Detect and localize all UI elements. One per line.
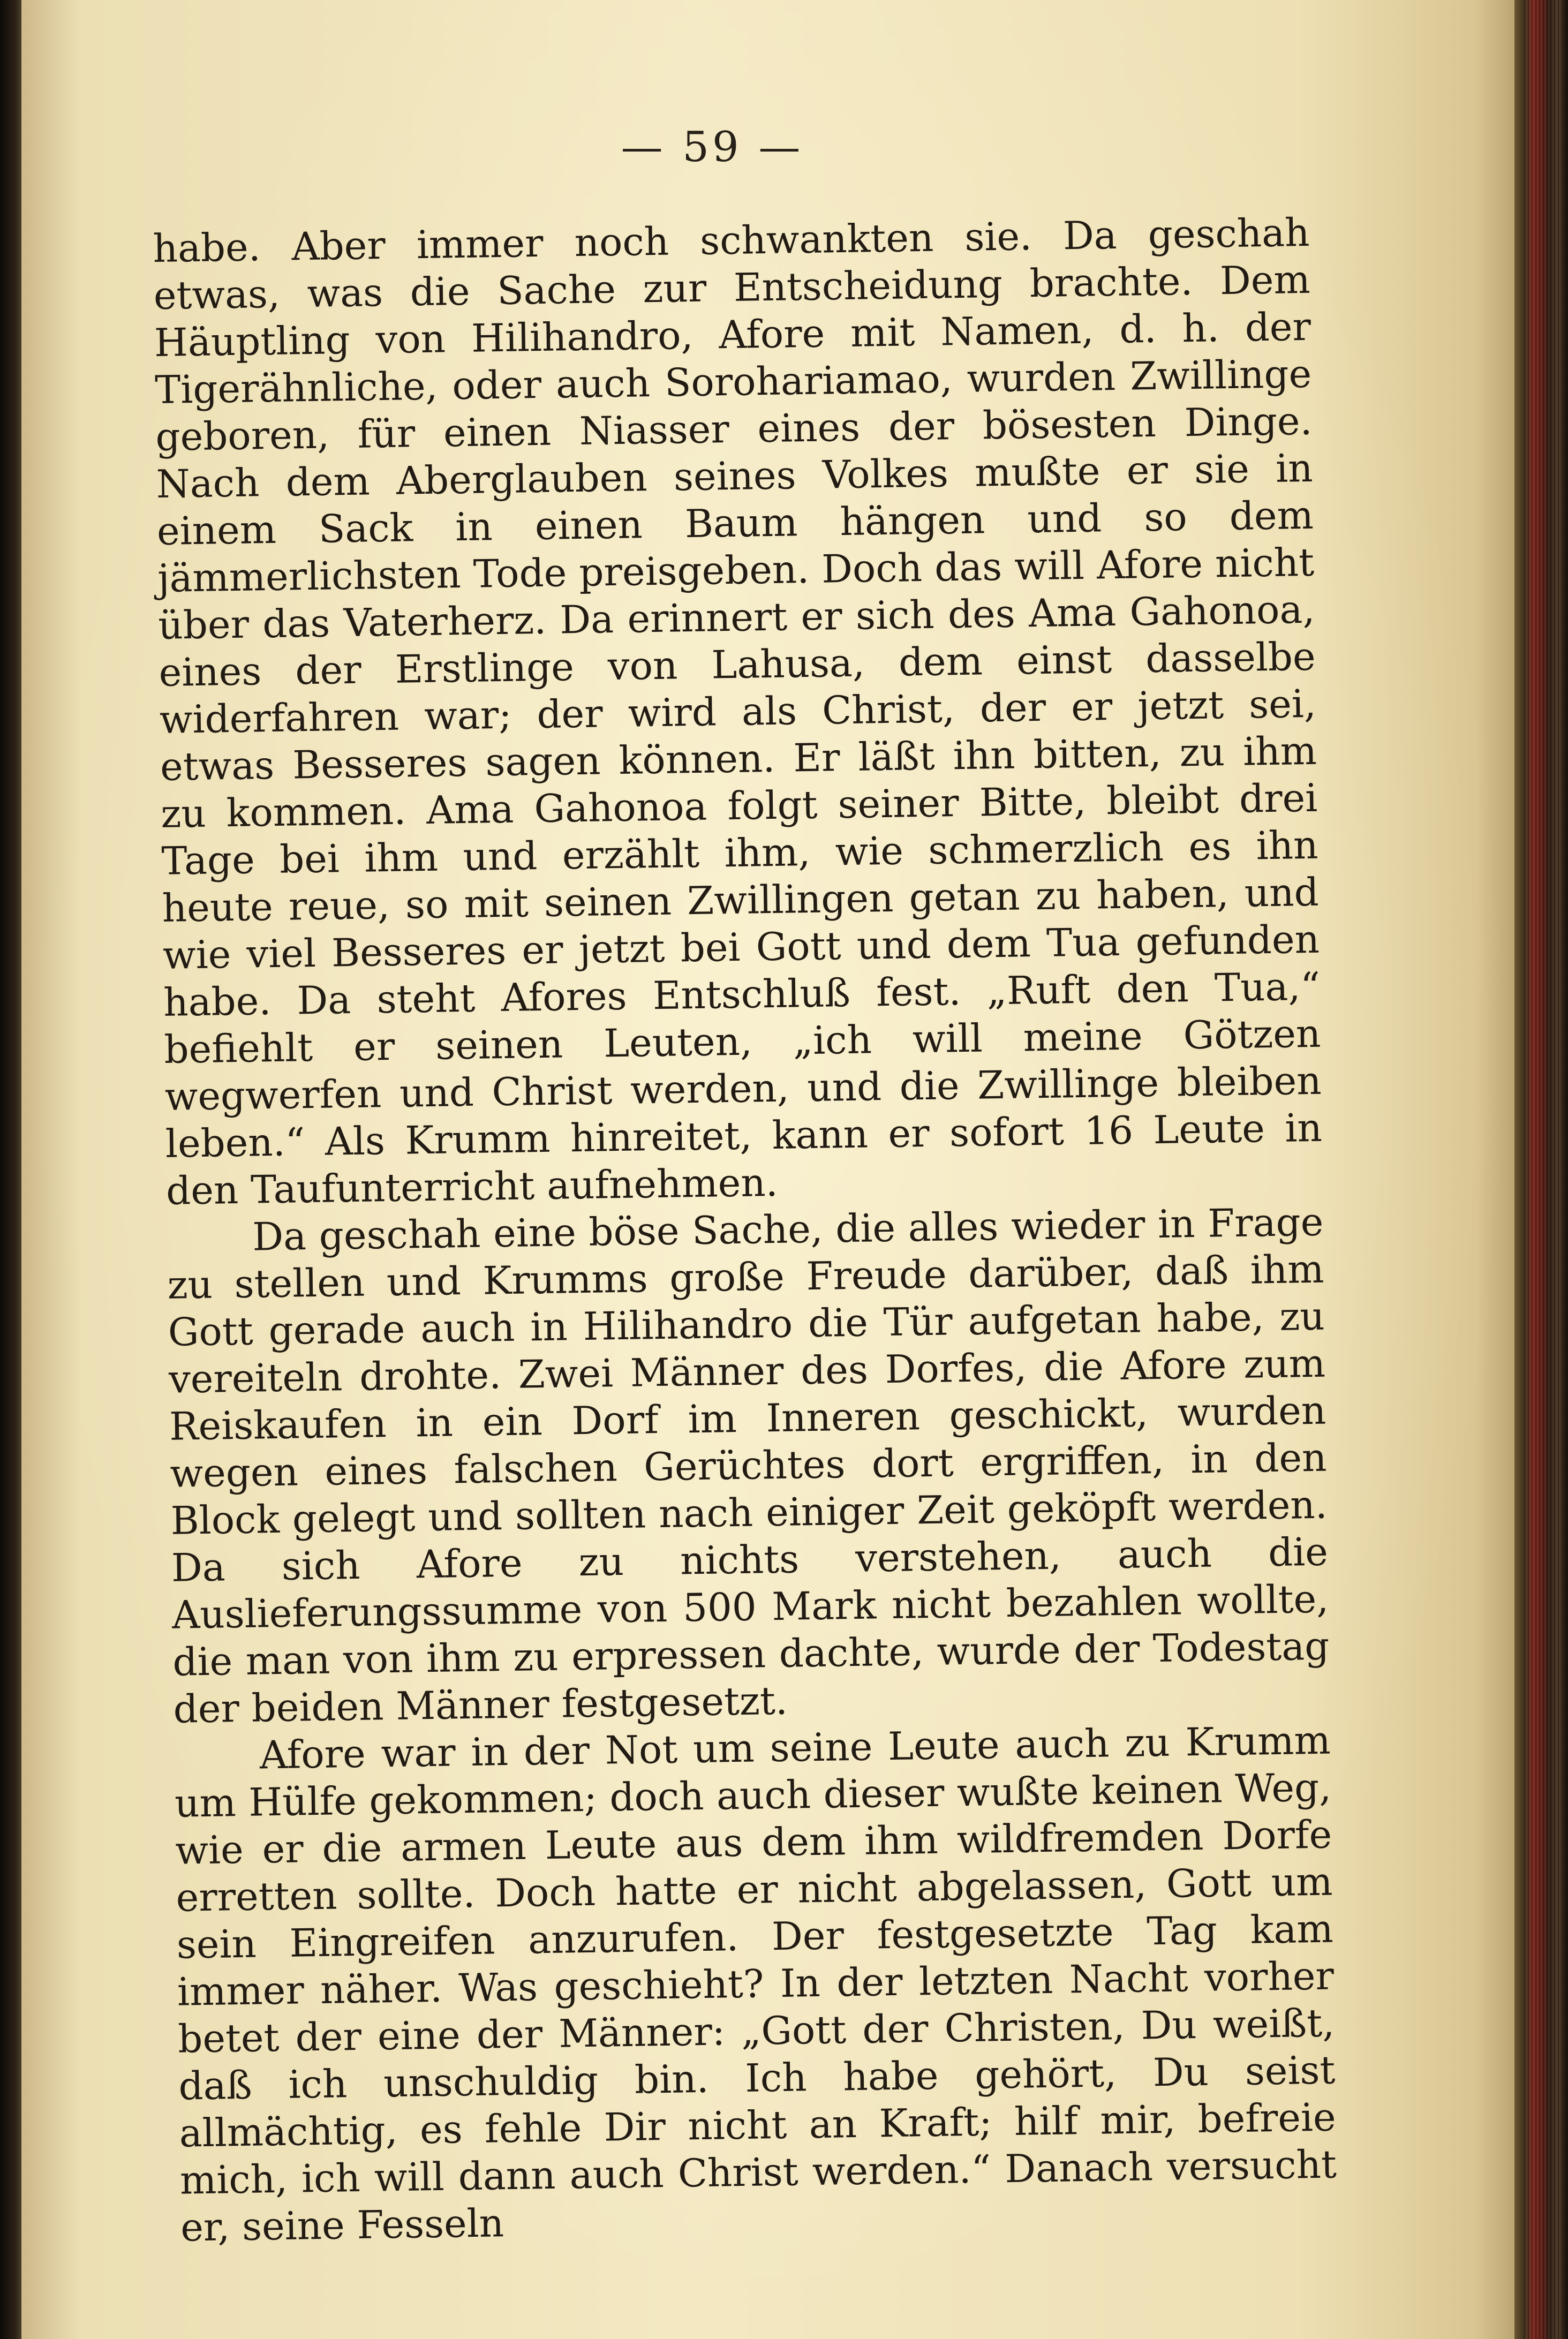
paragraph-3: Afore war in der Not um seine Leute auch zu Krumm um Hülfe gekommen; doch auch dieser wußte keinen Weg, wie er die armen Leute aus dem ihm wildfremden Dorfe erretten sollte. Doch hatte er nicht abgelassen, Gott um sein Eingreifen anzurufen. Der festgesetzte Tag kam immer näher. Was geschieht? In der letzten Nacht vorher betet der eine der Männer: „Gott der Christen, Du weißt, daß ich unschuldig bin. Ich habe gehört, Du seist allmächtig, es fehle Dir nicht an Kraft; hilf mir, befreie mich, ich will dann auch Christ werden.“ Danach versucht er, seine Fesseln <box>174 1717 1337 2250</box>
paragraph-1: habe. Aber immer noch schwankten sie. Da geschah etwas, was die Sache zur Entscheidung brachte. Dem Häuptling von Hilihandro, Afore mit Namen, d. h. der Tigerähnliche, oder auch Sorohariamao, wurden Zwillinge geboren, für einen Niasser eines der bösesten Dinge. Nach dem Aberglauben seines Volkes mußte er sie in einem Sack in einen Baum hängen und so dem jämmerlichsten Tode preisgeben. Doch das will Afore nicht über das Vaterherz. Da erinnert er sich des Ama Gahonoa, eines der Erstlinge von Lahusa, dem einst dasselbe widerfahren war; der wird als Christ, der er jetzt sei, etwas Besseres sagen können. Er läßt ihn bitten, zu ihm zu kommen. Ama Gahonoa folgt seiner Bitte, bleibt drei Tage bei ihm und erzählt ihm, wie schmerzlich es ihn heute reue, so mit seinen Zwillingen getan zu haben, und wie viel Besseres er jetzt bei Gott und dem Tua gefunden habe. Da steht Afores Entschluß fest. „Ruft den Tua,“ befiehlt er seinen Leuten, „ich will meine Götzen wegwerfen und Christ werden, und die Zwillinge bleiben leben.“ Als Krumm hinreitet, kann er sofort 16 Leute in den Taufunterricht aufnehmen. <box>153 209 1323 1213</box>
book-page <box>21 0 1521 2339</box>
page-edge-lines <box>1524 0 1562 2339</box>
page-number: — 59 — <box>621 123 804 171</box>
page-edges <box>1514 0 1568 2339</box>
paragraph-2: Da geschah eine böse Sache, die alles wieder in Frage zu stellen und Krumms große Freude darüber, daß ihm Gott gerade auch in Hilihandro die Tür aufgetan habe, zu vereiteln drohte. Zwei Männer des Dorfes, die Afore zum Reiskaufen in ein Dorf im Inneren geschickt, wurden wegen eines falschen Gerüchtes dort ergriffen, in den Block gelegt und sollten nach einiger Zeit geköpft werden. Da sich Afore zu nichts verstehen, auch die Auslieferungssumme von 500 Mark nicht bezahlen wollte, die man von ihm zu erpressen dachte, wurde der Todestag der beiden Männer festgesetzt. <box>167 1199 1330 1732</box>
body-text <box>153 209 1338 2251</box>
